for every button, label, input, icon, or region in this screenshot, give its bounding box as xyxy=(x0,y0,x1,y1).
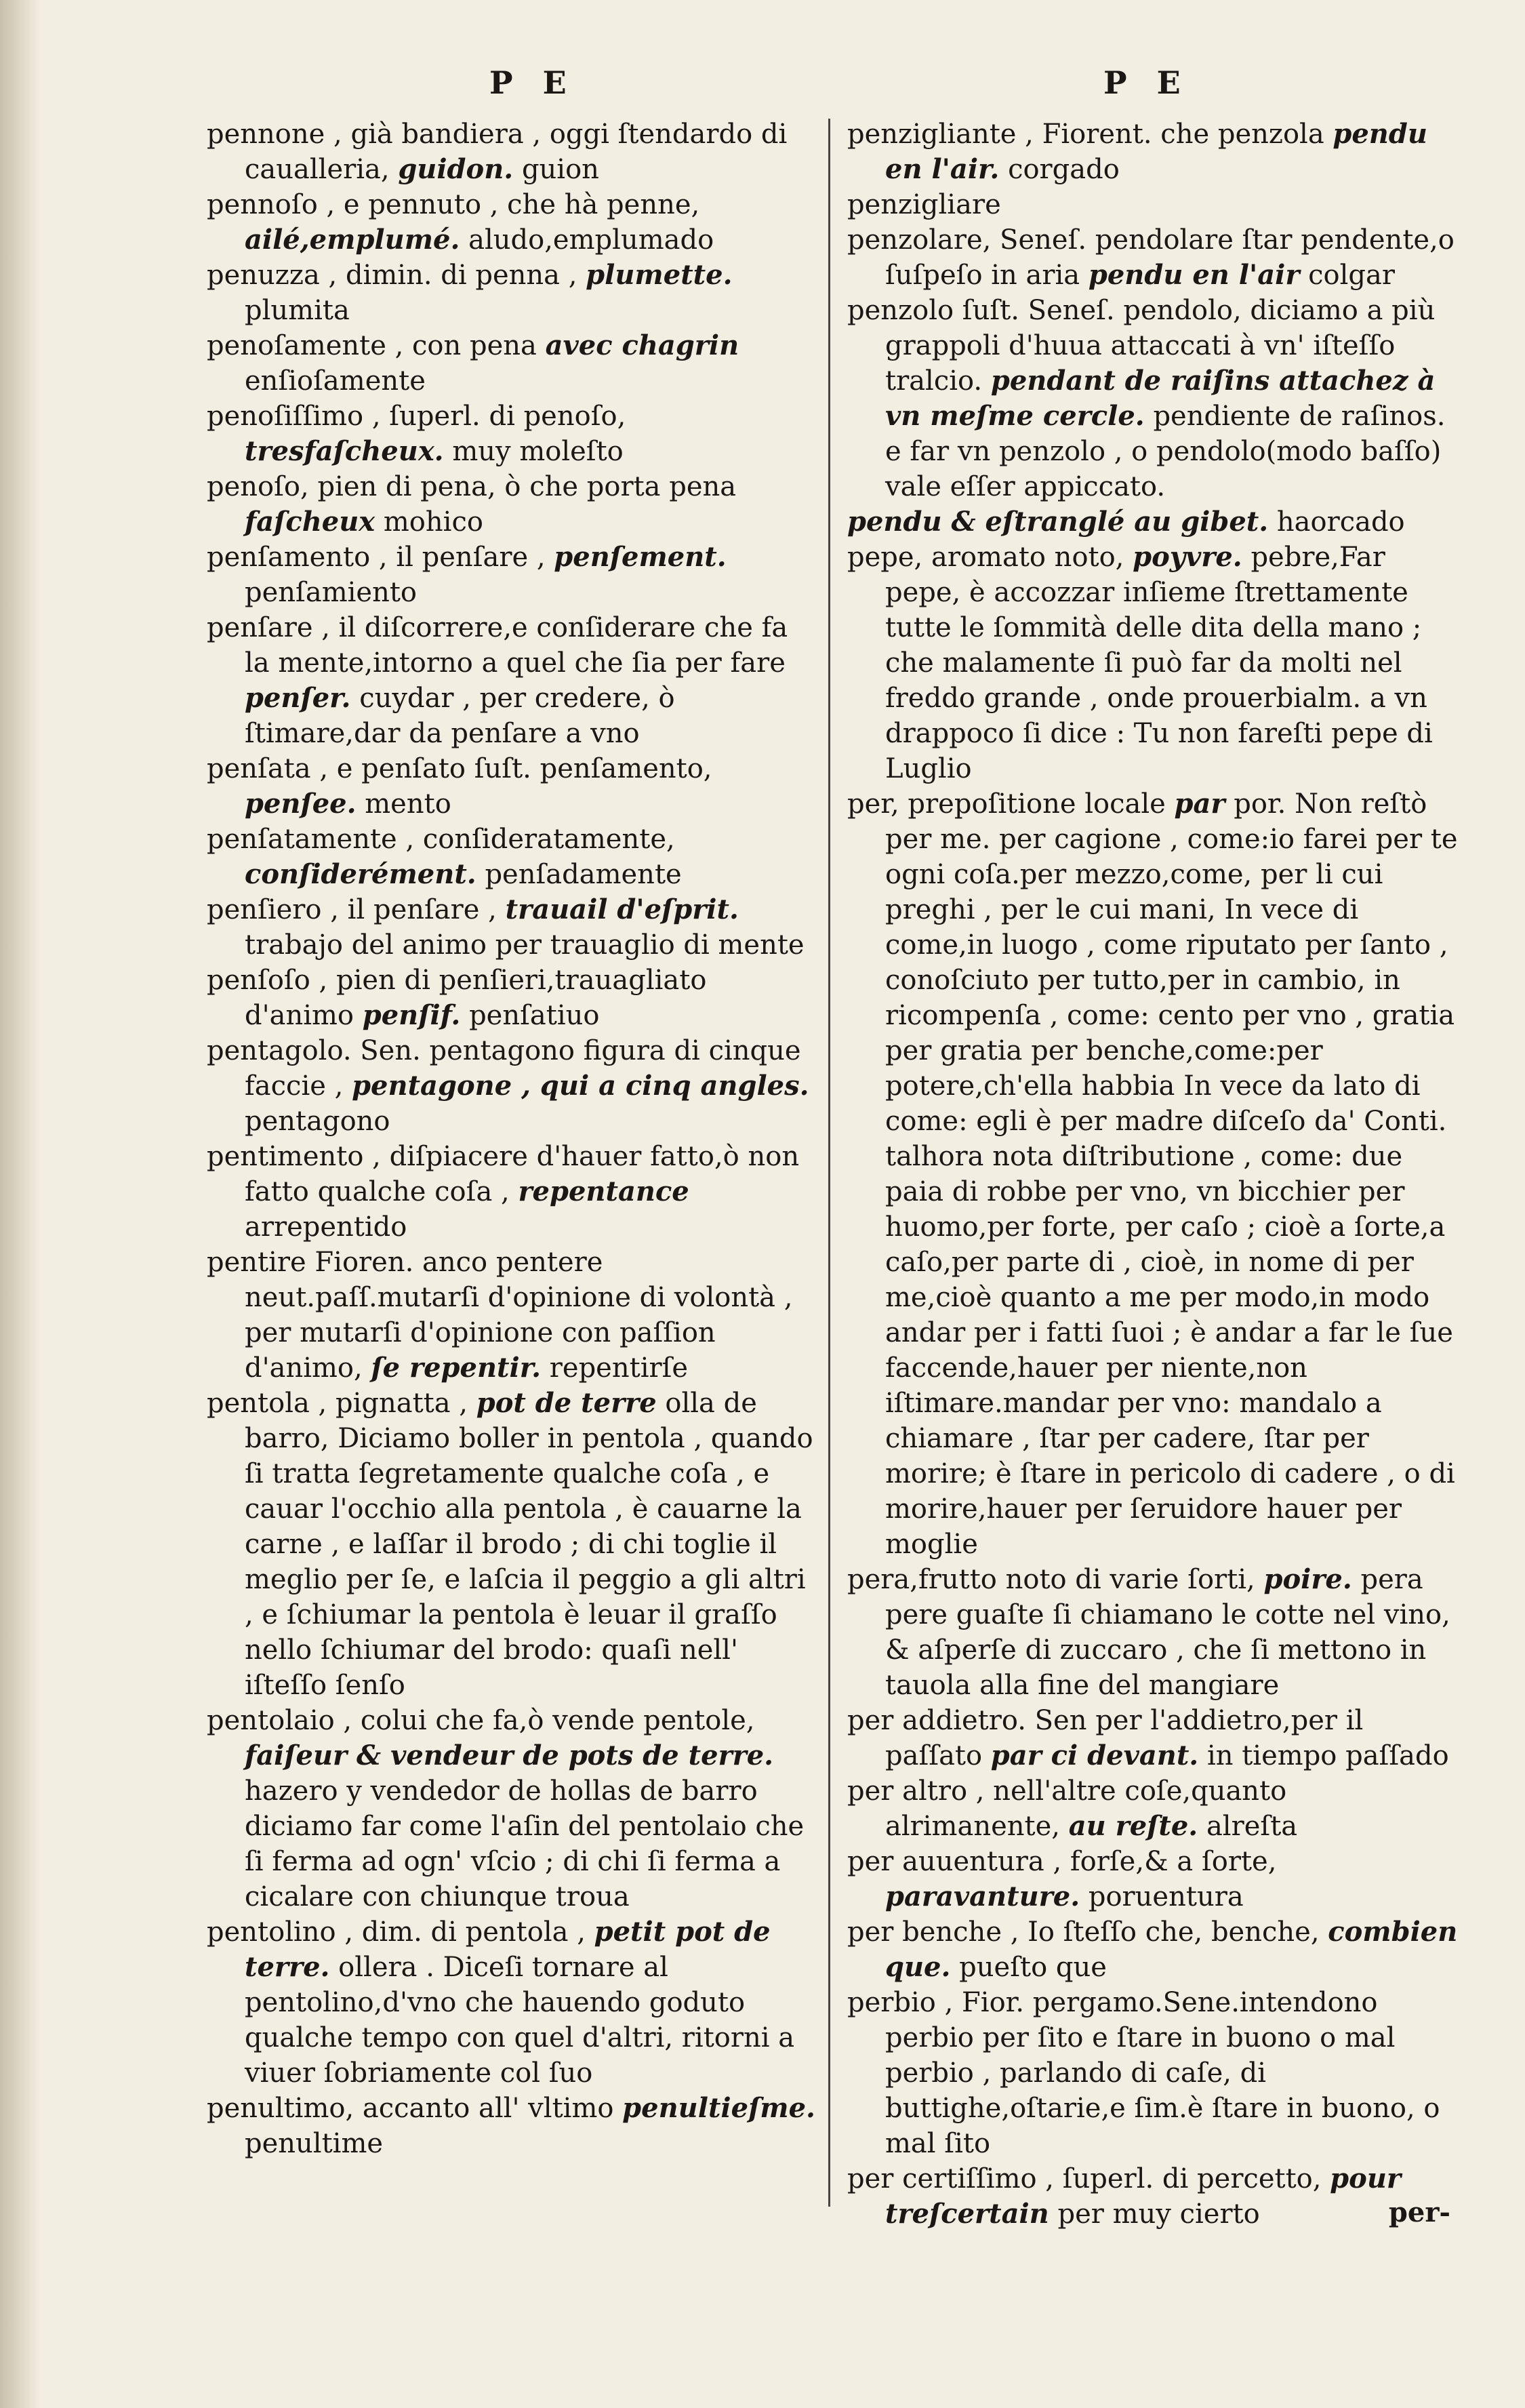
entry-french: penſee. xyxy=(245,788,357,820)
entry-italian: penzigliare xyxy=(847,189,1001,220)
dictionary-entry xyxy=(207,1703,820,1914)
dictionary-entry xyxy=(207,1245,820,1386)
entry-italian: pera,frutto noto di varie ſorti, xyxy=(847,1564,1255,1595)
entry-spanish: cuydar , per credere, ò ſtimare,dar da penſare a vno xyxy=(245,683,675,749)
entry-spanish: plumita xyxy=(245,295,350,326)
entry-italian: pentagolo. Sen. pentagono figura di cinque faccie , xyxy=(207,1035,801,1102)
entry-french: pendu & eſtranglé au gibet. xyxy=(847,506,1269,538)
entry-italian: penzolare, Seneſ. pendolare ſtar pendente,o ſuſpeſo in aria xyxy=(847,224,1455,291)
entry-french: pendu en l'air xyxy=(1088,259,1300,291)
dictionary-entry xyxy=(847,222,1461,293)
dictionary-entry xyxy=(847,504,1461,540)
running-head-right: P E xyxy=(1103,64,1190,101)
entry-spanish: per muy cierto xyxy=(1057,2199,1260,2230)
entry-french: poire. xyxy=(1263,1563,1352,1595)
entry-spanish: ollera . Diceſi tornare al pentolino,d'vno che hauendo goduto qualche tempo con quel d'altri, ritorni a viuer ſobriamente col ſuo xyxy=(245,1952,795,2089)
entry-spanish: penſamiento xyxy=(245,577,418,608)
dictionary-entry xyxy=(847,540,1461,786)
entry-spanish: poruentura xyxy=(1088,1881,1244,1912)
entry-french: petit pot de terre. xyxy=(245,1916,771,1983)
entry-french: penſement. xyxy=(554,541,727,573)
entry-spanish: pendiente de raſinos. e far vn penzolo , o pendolo(modo baſſo) vale eſſer appiccato. xyxy=(885,401,1446,502)
dictionary-entry xyxy=(207,328,820,399)
dictionary-entry xyxy=(207,399,820,469)
dictionary-entry xyxy=(847,1844,1461,1914)
entry-italian: pentire Fioren. anco pentere neut.paſſ.mutarſi d'opinione di volontà , per mutarſi d'opinione con paſſion d'animo, xyxy=(207,1247,793,1384)
entry-spanish: trabajo del animo per trauaglio di mente xyxy=(245,929,805,961)
entry-italian: pennoſo , e pennuto , che hà penne, xyxy=(207,189,700,220)
entry-french: faſcheux xyxy=(245,506,375,538)
entry-french: penultieſme. xyxy=(622,2092,815,2124)
dictionary-entry xyxy=(207,751,820,822)
entry-spanish: haorcado xyxy=(1276,506,1405,538)
entry-italian: penoſamente , con pena xyxy=(207,330,537,361)
dictionary-entry xyxy=(207,117,820,187)
entry-italian: penſare , il diſcorrere,e conſiderare che fa la mente,intorno a quel che ſia per fare xyxy=(207,612,788,679)
entry-spanish: colgar xyxy=(1308,260,1395,291)
entry-french: tresfaſcheux. xyxy=(245,435,444,467)
entry-french: penſer. xyxy=(245,682,351,714)
entry-italian: per certiſſimo , ſuperl. di percetto, xyxy=(847,2163,1322,2194)
entry-french: ſe repentir. xyxy=(371,1352,542,1384)
dictionary-entry xyxy=(847,1985,1461,2161)
entry-italian: penſatamente , conſideratamente, xyxy=(207,824,675,855)
entry-spanish: olla de barro, Diciamo boller in pentola , quando ſi tratta ſegretamente qualche coſa , e cauar l'occhio alla pentola , è cauarne la carne , e laſſar il brodo ; di chi toglie il meglio per ſe, e laſcia il peggio a gli altri , e ſchiumar la pentola è leuar il graſſo nello ſchiumar del brodo: quaſi nell' iſteſſo ſenſo xyxy=(245,1388,813,1701)
entry-italian: penſamento , il penſare , xyxy=(207,542,546,573)
dictionary-entry xyxy=(207,2091,820,2161)
dictionary-entry xyxy=(847,187,1461,222)
dictionary-entry xyxy=(207,540,820,610)
entry-spanish: muy moleſto xyxy=(452,436,624,467)
dictionary-entry xyxy=(207,1914,820,2091)
entry-french: par xyxy=(1174,788,1225,820)
entry-french: plumette. xyxy=(586,259,733,291)
entry-french: conſiderément. xyxy=(245,858,476,890)
entry-spanish: alreſta xyxy=(1206,1811,1298,1842)
entry-french: par ci devant. xyxy=(990,1740,1199,1771)
entry-italian: pennone , già bandiera , oggi ſtendardo di caualleria, xyxy=(207,119,788,185)
entry-italian: penoſo, pien di pena, ò che porta pena xyxy=(207,471,737,502)
dictionary-entry xyxy=(847,1703,1461,1773)
entry-spanish: corgado xyxy=(1008,154,1120,185)
dictionary-entry xyxy=(207,610,820,751)
dictionary-entry xyxy=(207,822,820,892)
dictionary-entry xyxy=(207,1139,820,1245)
right-column xyxy=(847,117,1461,2232)
entry-italian: pentimento , diſpiacere d'hauer fatto,ò non fatto qualche coſa , xyxy=(207,1141,800,1207)
entry-italian: penſata , e penſato ſuſt. penſamento, xyxy=(207,753,712,784)
entry-spanish: mohico xyxy=(383,506,483,538)
entry-italian: perbio , Fior. pergamo.Sene.intendono perbio per ſito e ſtare in buono o mal perbio , parlando di caſe, di buttighe,oſtarie,e ſim.è ſtare in buono, o mal ſito xyxy=(847,1987,1440,2159)
entry-french: trauail d'eſprit. xyxy=(505,894,739,925)
entry-spanish: pera pere guaſte ſi chiamano le cotte nel vino, & aſperſe di zuccaro , che ſi mettono in tauola alla fine del mangiare xyxy=(885,1564,1450,1701)
entry-french: pentagone , qui a cinq angles. xyxy=(352,1070,809,1102)
entry-italian: per, prepoſitione locale xyxy=(847,788,1166,820)
entry-french: au reſte. xyxy=(1068,1810,1198,1842)
entry-spanish: repentirſe xyxy=(549,1352,689,1384)
entry-italian: per addietro. Sen per l'addietro,per il paſſato xyxy=(847,1705,1364,1771)
entry-spanish: penultime xyxy=(245,2128,384,2159)
dictionary-entry xyxy=(847,1773,1461,1844)
running-head-left: P E xyxy=(489,64,576,101)
dictionary-entry xyxy=(847,2161,1461,2232)
entry-italian: penultimo, accanto all' vltimo xyxy=(207,2093,614,2124)
entry-italian: penſoſo , pien di penſieri,trauagliato d'animo xyxy=(207,965,707,1031)
entry-spanish: mento xyxy=(365,788,451,820)
entry-french: combien que. xyxy=(885,1916,1458,1983)
entry-french: guidon. xyxy=(398,153,514,185)
dictionary-entry xyxy=(847,293,1461,504)
entry-italian: pentolino , dim. di pentola , xyxy=(207,1917,586,1948)
entry-spanish: enſioſamente xyxy=(245,365,426,397)
entry-french: paravanture. xyxy=(885,1881,1080,1912)
dictionary-entry xyxy=(847,1562,1461,1703)
entry-italian: pentolaio , colui che fa,ò vende pentole, xyxy=(207,1705,755,1736)
column-divider xyxy=(828,119,830,2207)
entry-italian: pentola , pignatta , xyxy=(207,1388,468,1419)
entry-spanish: aludo,emplumado xyxy=(468,224,714,256)
entry-french: repentance xyxy=(518,1176,689,1207)
entry-italian: per altro , nell'altre coſe,quanto alrimanente, xyxy=(847,1775,1287,1842)
entry-spanish: penſadamente xyxy=(485,859,682,890)
entry-french: pour treſcertain xyxy=(885,2163,1401,2230)
entry-french: penſif. xyxy=(362,999,461,1031)
entry-french: pendu en l'air. xyxy=(885,118,1427,185)
dictionary-entry xyxy=(847,117,1461,187)
dictionary-entry xyxy=(207,1033,820,1139)
entry-spanish: pebre,Far pepe, è accozzar inſieme ſtrettamente tutte le ſommità delle dita della mano ; che malamente ſi può far da molti nel freddo grande , onde prouerbialm. a vn drappoco ſi dice : Tu non fareſti pepe di Luglio xyxy=(885,542,1433,784)
entry-italian: pepe, aromato noto, xyxy=(847,542,1124,573)
entry-french: poyvre. xyxy=(1133,541,1242,573)
dictionary-entry xyxy=(207,469,820,540)
entry-spanish: hazero y vendedor de hollas de barro diciamo far come l'aſin del pentolaio che ſi ferma ad ogn' vſcio ; di chi ſi ferma a cicalare con chiunque troua xyxy=(245,1775,805,1912)
entry-italian: penzolo ſuſt. Seneſ. pendolo, diciamo a più grappoli d'huua attaccati à vn' iſteſſo tralcio. xyxy=(847,295,1436,397)
entry-italian: penoſiſſimo , ſuperl. di penoſo, xyxy=(207,401,626,432)
entry-italian: per benche , Io ſteſſo che, benche, xyxy=(847,1917,1320,1948)
dictionary-entry xyxy=(847,1914,1461,1985)
entry-italian: per auuentura , forſe,& a ſorte, xyxy=(847,1846,1277,1877)
dictionary-entry xyxy=(847,786,1461,1562)
entry-french: ailé,emplumé. xyxy=(245,224,460,256)
entry-french: faiſeur & vendeur de pots de terre. xyxy=(245,1740,774,1771)
entry-french: avec chagrin xyxy=(545,329,739,361)
entry-spanish: por. Non reſtò per me. per cagione , come:io farei per te ogni coſa.per mezzo,come, per li cui preghi , per le cui mani, In vece di come,in luogo , come riputato per ſanto , conoſciuto per tutto,per in cambio, in ricompenſa , come: cento per vno , gratia per gratia per benche,come:per potere,ch'ella habbia In vece da lato di come: egli è per madre diſceſo da' Conti. talhora nota diſtributione , come: due paia di robbe per vno, vn bicchier per huomo,per forte, per caſo ; cioè a ſorte,a caſo,per parte di , cioè, in nome di per me,cioè quanto a me per modo,in modo andar per i fatti ſuoi ; è andar a far le ſue faccende,hauer per niente,non iſtimare.mandar per vno: mandalo a chiamare , ſtar per cadere, ſtar per morire; è ſtare in pericolo di cadere , o di morire,hauer per ſeruidore hauer per moglie xyxy=(885,788,1458,1560)
dictionary-entry xyxy=(207,892,820,963)
entry-french: pendant de raiſins attachez à vn meſme cercle. xyxy=(885,365,1436,432)
entry-spanish: penſatiuo xyxy=(469,1000,600,1031)
entry-spanish: pueſto que xyxy=(959,1952,1107,1983)
dictionary-entry xyxy=(207,187,820,258)
dictionary-entry xyxy=(207,258,820,328)
entry-spanish: arrepentido xyxy=(245,1211,407,1243)
dictionary-entry xyxy=(207,963,820,1033)
entry-spanish: pentagono xyxy=(245,1106,390,1137)
dictionary-entry xyxy=(207,1386,820,1703)
entry-italian: penuzza , dimin. di penna , xyxy=(207,260,577,291)
entry-italian: penſiero , il penſare , xyxy=(207,894,497,925)
catchword: per- xyxy=(1388,2196,1450,2228)
entry-spanish: guion xyxy=(521,154,599,185)
entry-spanish: in tiempo paſſado xyxy=(1206,1740,1449,1771)
entry-italian: penzigliante , Fiorent. che penzola xyxy=(847,119,1324,150)
left-column xyxy=(207,117,820,2161)
entry-french: pot de terre xyxy=(476,1387,657,1419)
